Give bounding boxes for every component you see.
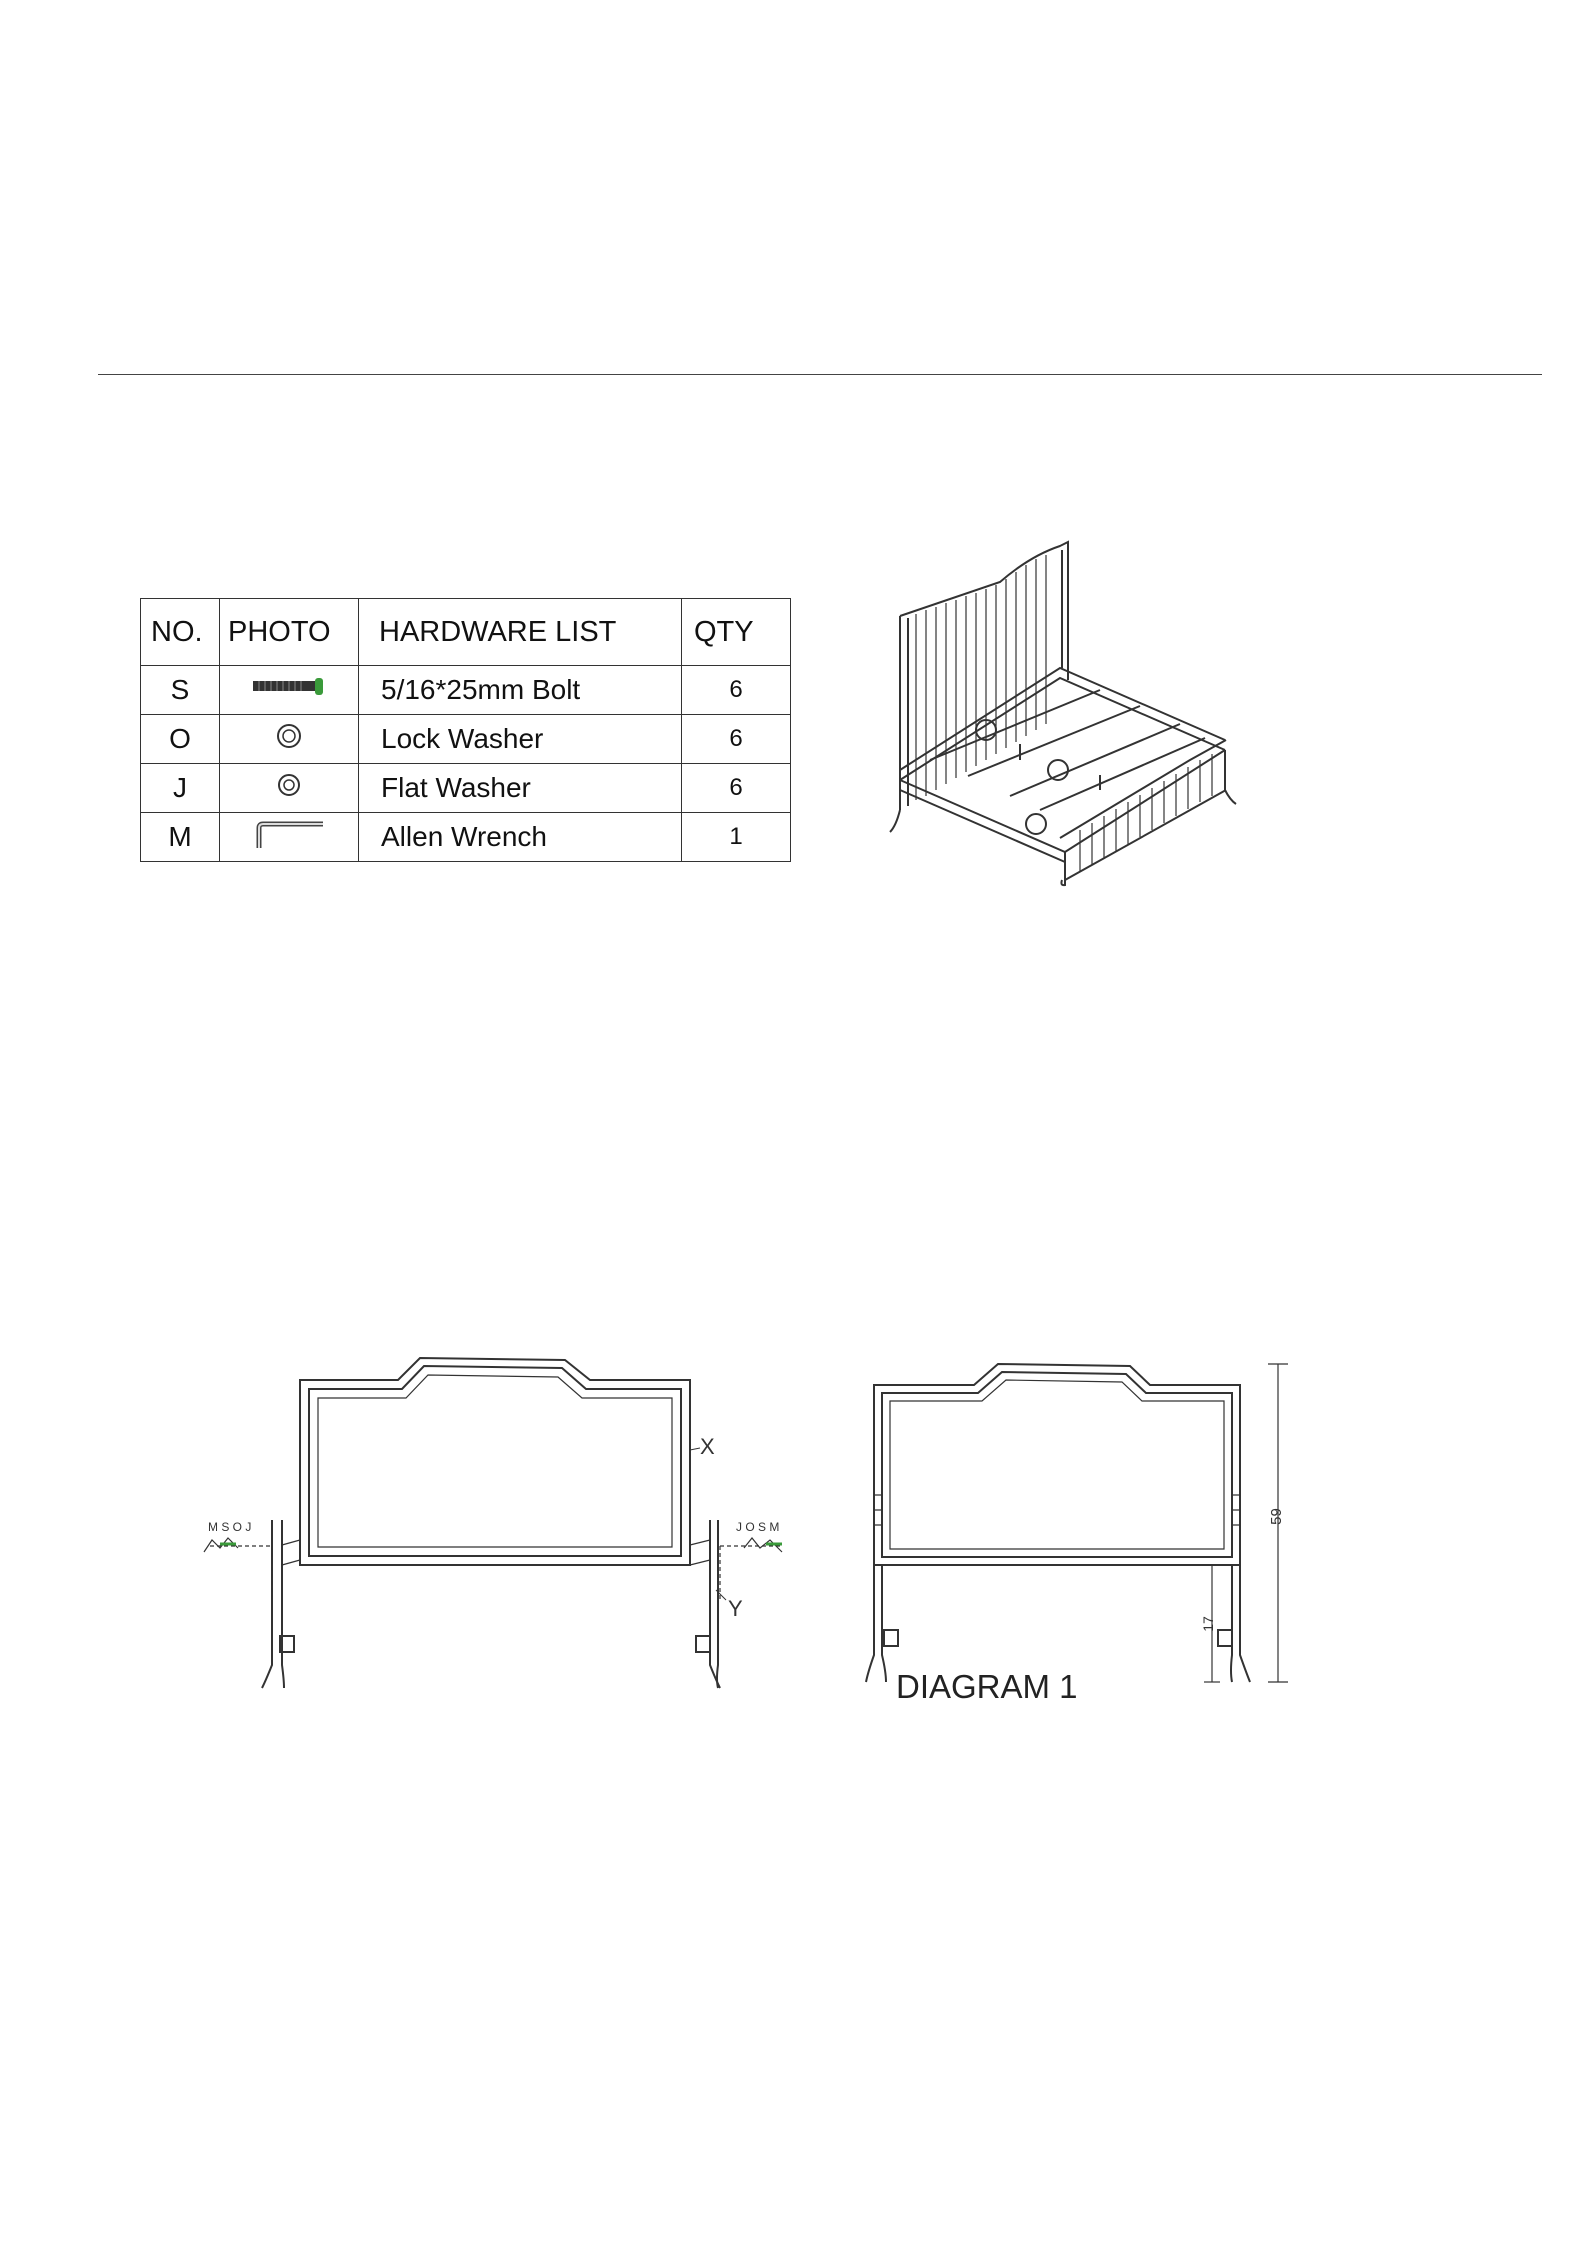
header-hardware-list: HARDWARE LIST xyxy=(359,599,682,666)
callout-left: M S O J xyxy=(208,1520,252,1534)
dimension-leg: 17 xyxy=(1199,1616,1216,1632)
header-no: NO. xyxy=(141,599,220,666)
row-no: O xyxy=(141,715,220,764)
row-qty: 6 xyxy=(682,715,791,764)
header-photo: PHOTO xyxy=(220,599,359,666)
row-name: Flat Washer xyxy=(359,764,682,813)
row-qty: 1 xyxy=(682,813,791,862)
header-qty: QTY xyxy=(682,599,791,666)
dimension-height: 59 xyxy=(1267,1508,1285,1525)
callout-right: J O S M xyxy=(736,1520,780,1534)
headboard-assembled-view xyxy=(866,1364,1288,1682)
row-no: M xyxy=(141,813,220,862)
row-name: Lock Washer xyxy=(359,715,682,764)
headboard-exploded-view xyxy=(204,1358,782,1688)
label-x: X xyxy=(700,1434,715,1459)
row-qty: 6 xyxy=(682,764,791,813)
diagram-title: DIAGRAM 1 xyxy=(896,1668,1078,1705)
row-name: Allen Wrench xyxy=(359,813,682,862)
row-no: S xyxy=(141,666,220,715)
row-qty: 6 xyxy=(682,666,791,715)
row-no: J xyxy=(141,764,220,813)
row-name: 5/16*25mm Bolt xyxy=(359,666,682,715)
label-y: Y xyxy=(728,1596,743,1621)
